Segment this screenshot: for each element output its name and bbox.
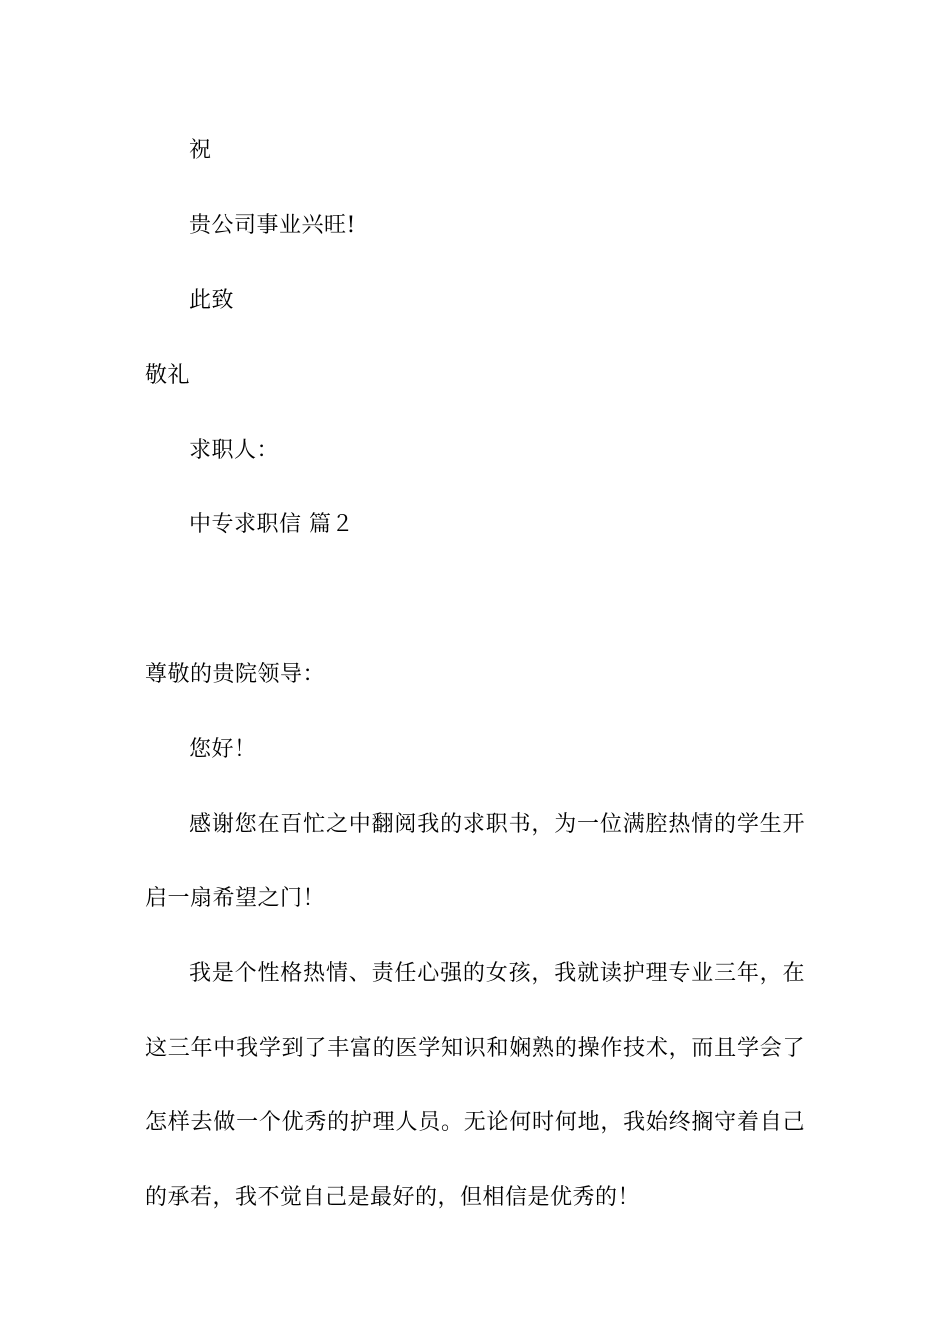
closing-wish: 祝: [189, 138, 212, 163]
hello-line: 您好！: [189, 737, 257, 762]
closing-respect: 敬礼: [145, 363, 191, 388]
paragraph-2-line-1: 我是个性格热情、责任心强的女孩，我就读护理专业三年，在: [189, 961, 805, 986]
paragraph-2-line-3: 怎样去做一个优秀的护理人员。无论何时何地，我始终搁守着自己: [145, 1110, 805, 1135]
paragraph-1-line-2: 启一扇希望之门！: [145, 886, 326, 911]
signer-label: 求职人：: [189, 438, 280, 463]
paragraph-1-line-1: 感谢您在百忙之中翻阅我的求职书，为一位满腔热情的学生开: [189, 812, 805, 837]
paragraph-2-line-4: 的承若，我不觉自己是最好的，但相信是优秀的！: [145, 1185, 641, 1210]
closing-salute: 此致: [189, 288, 235, 313]
section-title: 中专求职信 篇２: [189, 512, 354, 537]
paragraph-2-line-2: 这三年中我学到了丰富的医学知识和娴熟的操作技术，而且学会了: [145, 1036, 805, 1061]
greeting: 尊敬的贵院领导：: [145, 662, 326, 687]
closing-wish-body: 贵公司事业兴旺!: [189, 213, 356, 238]
